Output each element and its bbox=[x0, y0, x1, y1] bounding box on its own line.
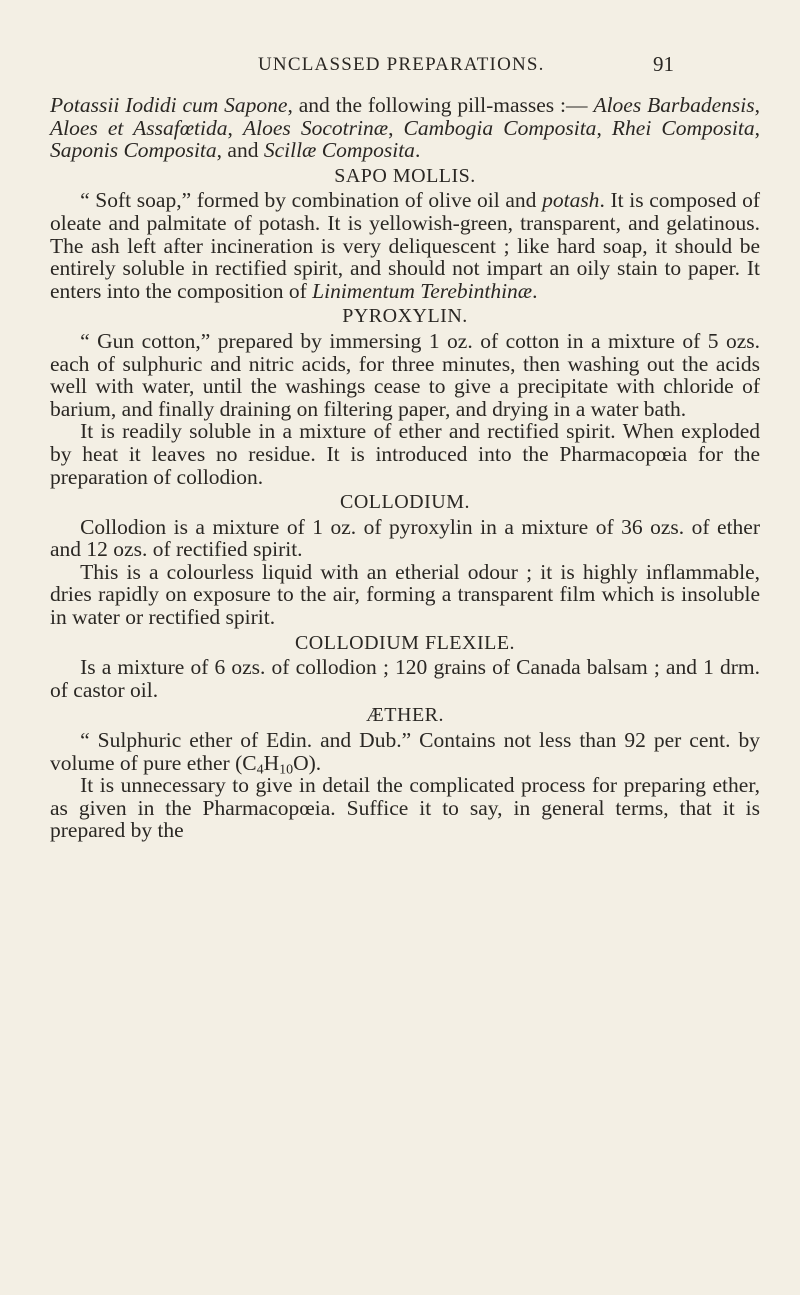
pill-mass-5: Rhei Composita bbox=[611, 115, 755, 140]
aether-paragraph-1 bbox=[50, 728, 760, 778]
separator: , bbox=[227, 115, 243, 140]
hydrogen-symbol: H bbox=[263, 750, 280, 775]
collodium-paragraph-2: This is a colourless liquid with an etherial odour ; it is highly inflammable, dries rapidly on exposure to the air, forming a transparent film which is insoluble in water or rectified spirit. bbox=[50, 559, 760, 630]
page-number: 91 bbox=[653, 52, 674, 76]
heading-sapo-mollis: SAPO MOLLIS. bbox=[334, 164, 476, 187]
intro-paragraph bbox=[50, 94, 760, 162]
sapo-term-potash: potash bbox=[542, 188, 600, 213]
aether-text-1: “ Sulphuric ether of Edin. and Dub.” Contains not less than 92 per cent. by volume of pure ether (C bbox=[50, 728, 760, 775]
pyroxylin-paragraph-1: “ Gun cotton,” prepared by immersing 1 oz. of cotton in a mixture of 5 ozs. each of sulphuric and nitric acids, for three minutes, then washing out the acids well with water, until the washings cease to give a precipitate with chloride of barium, and finally draining on filtering paper, and drying in a water bath. bbox=[50, 328, 760, 421]
separator: , bbox=[388, 115, 404, 140]
intro-text: , and the following pill-masses :— bbox=[287, 93, 588, 117]
aether-text-2: O). bbox=[293, 750, 322, 775]
heading-aether: ÆTHER. bbox=[366, 704, 444, 727]
separator: , bbox=[754, 93, 760, 117]
pill-mass-6: Saponis Composita bbox=[50, 138, 217, 163]
sapo-term-liniment: Linimentum Terebinthinæ bbox=[312, 278, 533, 303]
period: . bbox=[532, 278, 538, 303]
pyroxylin-paragraph-2: It is readily soluble in a mixture of ether and rectified spirit. When exploded by heat it leaves no residue. It is introduced into the Pharmacopœia for the preparation of collodion. bbox=[50, 419, 760, 489]
running-title: UNCLASSED PREPARATIONS. bbox=[258, 54, 545, 75]
separator: , bbox=[596, 115, 612, 140]
aether-paragraph-2: It is unnecessary to give in detail the complicated process for preparing ether, as given in the Pharmacopœia. Suffice it to say, in general terms, that it is prepared by the bbox=[50, 773, 760, 843]
flexile-paragraph: Is a mixture of 6 ozs. of collodion ; 120 grains of Canada balsam ; and 1 drm. of castor oil. bbox=[50, 655, 760, 702]
body-text bbox=[50, 94, 760, 842]
sapo-text-1: “ Soft soap,” formed by combination of olive oil and bbox=[80, 188, 543, 213]
pill-mass-2: Aloes et Assafœtida bbox=[50, 115, 228, 140]
sapo-paragraph bbox=[50, 189, 760, 302]
running-head bbox=[0, 54, 800, 84]
collodium-paragraph-1: Collodion is a mixture of 1 oz. of pyroxylin in a mixture of 36 ozs. of ether and 12 ozs. of rectified spirit. bbox=[50, 514, 760, 562]
sapo-text-2: . It is composed of oleate and palmitate of potash. It is yellowish-green, transparent, and gelatinous. The ash left after incineration is very deliquescent ; like hard soap, it should be entirely soluble in rectified spirit, and should not impart an oily stain to paper. It enters into the composition of bbox=[50, 188, 761, 303]
period: . bbox=[414, 138, 421, 163]
heading-pyroxylin: PYROXYLIN. bbox=[342, 305, 468, 328]
heading-collodium: COLLODIUM. bbox=[340, 491, 470, 514]
separator: , bbox=[754, 115, 760, 140]
pill-mass-1: Aloes Barbadensis bbox=[593, 93, 755, 117]
pill-mass-7: Scillæ Composita bbox=[263, 138, 415, 163]
subscript-4: 4 bbox=[256, 762, 264, 778]
pill-mass-4: Cambogia Composita bbox=[403, 115, 597, 140]
subscript-10: 10 bbox=[279, 762, 294, 778]
pill-mass-3: Aloes Socotrinæ bbox=[242, 115, 389, 140]
intro-term: Potassii Iodidi cum Sapone bbox=[50, 93, 288, 117]
separator: , and bbox=[216, 138, 264, 163]
heading-collodium-flexile: COLLODIUM FLEXILE. bbox=[294, 631, 516, 654]
